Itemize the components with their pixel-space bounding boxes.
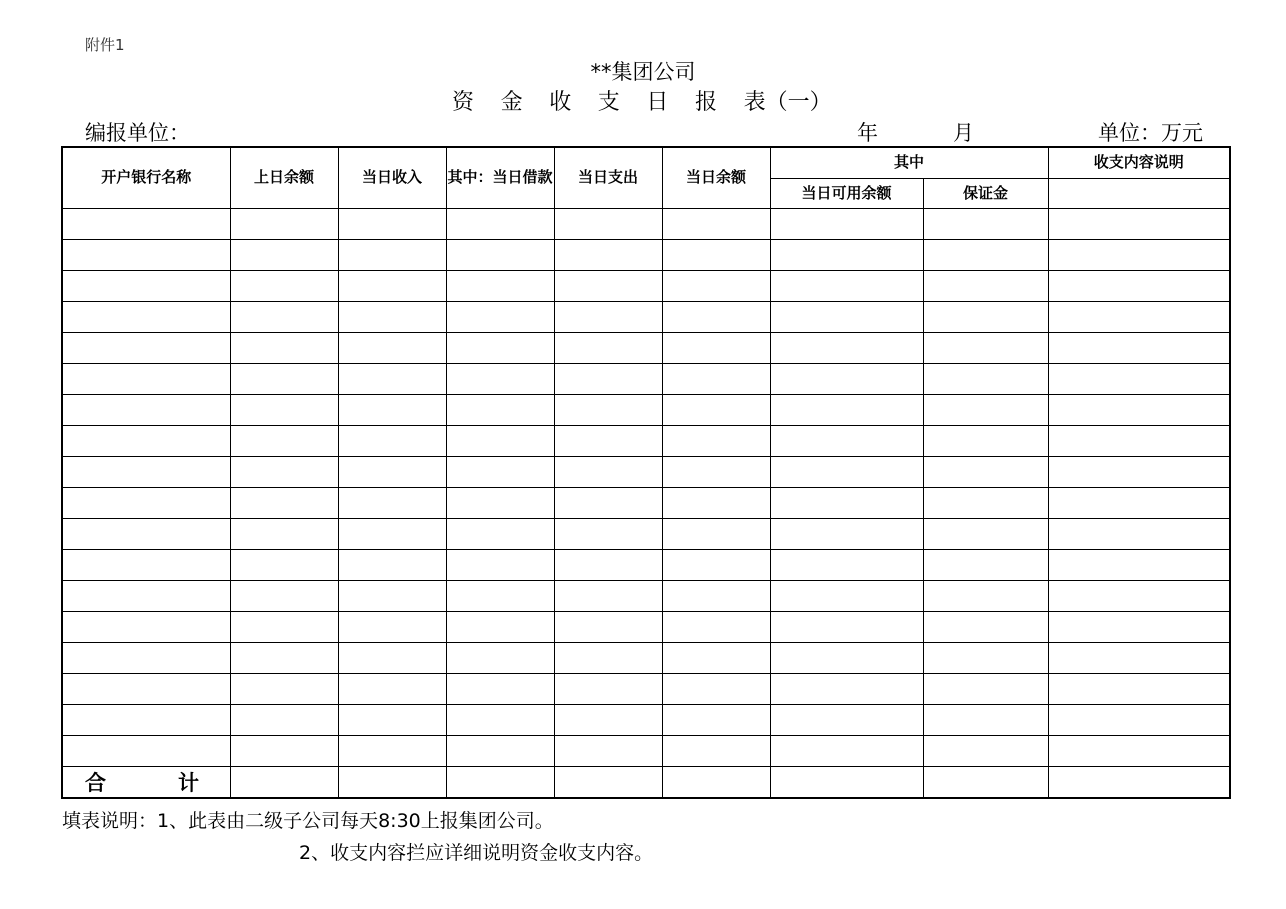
reporting-unit-label: 编报单位： [85,121,190,145]
table-cell[interactable] [446,208,554,239]
table-cell[interactable] [770,487,923,518]
table-cell[interactable] [62,208,230,239]
table-cell[interactable] [923,735,1048,766]
table-cell[interactable] [923,518,1048,549]
table-cell[interactable] [62,549,230,580]
table-row [62,580,1230,611]
table-cell[interactable] [554,611,662,642]
table-cell[interactable] [923,425,1048,456]
table-cell[interactable] [554,642,662,673]
table-cell[interactable] [1048,301,1230,332]
table-cell[interactable] [1048,270,1230,301]
table-cell[interactable] [770,611,923,642]
table-cell[interactable] [338,332,446,363]
table-cell[interactable] [230,456,338,487]
table-cell[interactable] [770,394,923,425]
table-cell[interactable] [230,580,338,611]
total-label [62,766,230,798]
table-cell[interactable] [62,673,230,704]
table-cell[interactable] [923,766,1048,798]
table-cell[interactable] [446,487,554,518]
table-cell[interactable] [446,425,554,456]
table-cell[interactable] [770,456,923,487]
table-cell[interactable] [662,673,770,704]
table-cell[interactable] [554,673,662,704]
table-cell[interactable] [770,332,923,363]
table-cell[interactable] [1048,425,1230,456]
table-cell[interactable] [338,642,446,673]
table-cell[interactable] [770,425,923,456]
table-cell[interactable] [554,425,662,456]
table-cell[interactable] [230,673,338,704]
table-cell[interactable] [923,549,1048,580]
table-cell[interactable] [662,580,770,611]
table-row [62,363,1230,394]
table-cell[interactable] [923,208,1048,239]
header-bank-name: 开户银行名称 [62,147,230,208]
year-label: 年 [857,121,878,145]
table-cell[interactable] [770,704,923,735]
table-cell[interactable] [554,580,662,611]
table-cell[interactable] [554,394,662,425]
table-cell[interactable] [446,270,554,301]
table-cell[interactable] [923,611,1048,642]
table-cell[interactable] [62,394,230,425]
table-cell[interactable] [1048,456,1230,487]
table-cell[interactable] [62,580,230,611]
table-row [62,394,1230,425]
table-cell[interactable] [446,642,554,673]
table-cell[interactable] [554,239,662,270]
table-cell[interactable] [338,270,446,301]
table-cell[interactable] [770,735,923,766]
header-loan: 其中：当日借款 [446,147,554,208]
total-label-b: 计 [178,770,199,795]
header-description-sub [1048,178,1230,208]
table-row [62,239,1230,270]
table-cell[interactable] [230,735,338,766]
table-cell[interactable] [554,270,662,301]
table-cell[interactable] [446,549,554,580]
table-cell[interactable] [923,332,1048,363]
table-cell[interactable] [662,456,770,487]
table-cell[interactable] [554,766,662,798]
table-row [62,425,1230,456]
table-cell[interactable] [662,270,770,301]
table-cell[interactable] [338,549,446,580]
table-cell[interactable] [662,766,770,798]
table-cell[interactable] [1048,735,1230,766]
table-cell[interactable] [446,704,554,735]
table-cell[interactable] [1048,766,1230,798]
title-char: 日 [646,90,669,115]
title-char: 收 [549,90,572,115]
header-deposit: 保证金 [923,178,1048,208]
table-cell[interactable] [923,704,1048,735]
table-cell[interactable] [62,301,230,332]
table-cell[interactable] [230,425,338,456]
table-row [62,704,1230,735]
table-cell[interactable] [662,549,770,580]
table-cell[interactable] [446,611,554,642]
table-cell[interactable] [554,704,662,735]
table-cell[interactable] [554,549,662,580]
table-cell[interactable] [923,239,1048,270]
table-cell[interactable] [770,270,923,301]
header-balance: 当日余额 [662,147,770,208]
table-cell[interactable] [923,487,1048,518]
table-cell[interactable] [1048,549,1230,580]
table-cell[interactable] [446,363,554,394]
table-cell[interactable] [554,363,662,394]
notes-line-1: 填表说明：1、此表由二级子公司每天8:30上报集团公司。 [62,810,554,832]
table-cell[interactable] [554,487,662,518]
table-cell[interactable] [1048,642,1230,673]
table-cell[interactable] [62,332,230,363]
table-row [62,301,1230,332]
table-cell[interactable] [770,673,923,704]
table-cell[interactable] [230,332,338,363]
table-cell[interactable] [62,518,230,549]
table-cell[interactable] [230,270,338,301]
table-cell[interactable] [338,487,446,518]
table-cell[interactable] [338,363,446,394]
currency-unit-label: 单位：万元 [1098,121,1203,145]
table-cell[interactable] [1048,239,1230,270]
table-cell[interactable] [923,456,1048,487]
table-cell[interactable] [1048,332,1230,363]
header-prev-balance: 上日余额 [230,147,338,208]
table-cell[interactable] [662,425,770,456]
table-cell[interactable] [554,518,662,549]
table-cell[interactable] [770,580,923,611]
table-cell[interactable] [338,766,446,798]
table-cell[interactable] [338,456,446,487]
table-cell[interactable] [62,456,230,487]
table-cell[interactable] [338,239,446,270]
table-cell[interactable] [446,332,554,363]
table-cell[interactable] [662,487,770,518]
table-row [62,270,1230,301]
title-char: 支 [597,90,620,115]
table-cell[interactable] [770,549,923,580]
table-cell[interactable] [338,673,446,704]
table-row [62,642,1230,673]
table-row [62,456,1230,487]
table-cell[interactable] [1048,518,1230,549]
title-char: 报 [694,90,717,115]
table-row [62,518,1230,549]
table-cell[interactable] [1048,363,1230,394]
table-cell[interactable] [770,766,923,798]
table-cell[interactable] [1048,208,1230,239]
table-row [62,673,1230,704]
table-cell[interactable] [662,239,770,270]
table-cell[interactable] [338,518,446,549]
table-cell[interactable] [446,735,554,766]
table-cell[interactable] [62,704,230,735]
table-cell[interactable] [62,425,230,456]
table-cell[interactable] [230,394,338,425]
table-cell[interactable] [338,611,446,642]
title-char: 金 [500,90,523,115]
table-cell[interactable] [230,518,338,549]
header-description: 收支内容说明 [1048,147,1230,178]
table-cell[interactable] [230,611,338,642]
table-cell[interactable] [446,673,554,704]
table-row [62,735,1230,766]
table-cell[interactable] [230,487,338,518]
table-cell[interactable] [338,735,446,766]
table-cell[interactable] [662,642,770,673]
table-cell[interactable] [446,580,554,611]
table-cell[interactable] [230,642,338,673]
header-expense: 当日支出 [554,147,662,208]
table-cell[interactable] [446,301,554,332]
header-of-which: 其中 [770,147,1048,178]
table-cell[interactable] [554,208,662,239]
month-label: 月 [953,121,974,145]
table-cell[interactable] [923,363,1048,394]
table-cell[interactable] [230,301,338,332]
table-cell[interactable] [62,270,230,301]
table-cell[interactable] [446,394,554,425]
table-cell[interactable] [770,208,923,239]
table-cell[interactable] [770,239,923,270]
table-cell[interactable] [338,425,446,456]
table-cell[interactable] [662,208,770,239]
table-cell[interactable] [446,456,554,487]
table-cell[interactable] [338,394,446,425]
table-cell[interactable] [554,735,662,766]
notes-line-2: 2、收支内容拦应详细说明资金收支内容。 [299,842,654,864]
table-cell[interactable] [230,549,338,580]
table-cell[interactable] [338,208,446,239]
attachment-label: 附件1 [85,36,125,54]
table-cell[interactable] [230,208,338,239]
table-cell[interactable] [662,518,770,549]
table-row [62,332,1230,363]
table-cell[interactable] [338,301,446,332]
table-cell[interactable] [338,580,446,611]
table-row [62,487,1230,518]
total-row [62,766,1230,798]
table-cell[interactable] [62,239,230,270]
report-title [452,85,832,116]
table-cell[interactable] [770,363,923,394]
table-cell[interactable] [923,270,1048,301]
header-available-balance: 当日可用余额 [770,178,923,208]
table-cell[interactable] [338,704,446,735]
table-cell[interactable] [230,239,338,270]
table-cell[interactable] [230,363,338,394]
title-char: 资 [452,90,475,115]
cash-report-table [61,146,1231,799]
table-cell[interactable] [1048,673,1230,704]
title-char: 表（一） [743,90,832,115]
table-row [62,208,1230,239]
table-cell[interactable] [662,332,770,363]
table-cell[interactable] [1048,611,1230,642]
table-cell[interactable] [662,611,770,642]
table-cell[interactable] [662,735,770,766]
table-cell[interactable] [446,518,554,549]
table-cell[interactable] [62,611,230,642]
table-cell[interactable] [230,766,338,798]
table-cell[interactable] [62,487,230,518]
table-cell[interactable] [923,642,1048,673]
table-cell[interactable] [446,766,554,798]
table-cell[interactable] [770,518,923,549]
table-cell[interactable] [62,642,230,673]
table-cell[interactable] [62,735,230,766]
table-cell[interactable] [554,301,662,332]
table-cell[interactable] [446,239,554,270]
table-cell[interactable] [770,301,923,332]
table-cell[interactable] [62,363,230,394]
table-cell[interactable] [554,332,662,363]
header-income: 当日收入 [338,147,446,208]
table-cell[interactable] [1048,580,1230,611]
table-cell[interactable] [923,580,1048,611]
total-label-a: 合 [85,770,106,795]
table-cell[interactable] [662,363,770,394]
table-cell[interactable] [662,394,770,425]
table-cell[interactable] [554,456,662,487]
table-cell[interactable] [923,394,1048,425]
table-cell[interactable] [923,673,1048,704]
table-row [62,611,1230,642]
table-cell[interactable] [1048,704,1230,735]
table-cell[interactable] [770,642,923,673]
table-cell[interactable] [923,301,1048,332]
company-name: **集团公司 [590,60,696,84]
table-cell[interactable] [1048,394,1230,425]
table-cell[interactable] [662,704,770,735]
table-cell[interactable] [662,301,770,332]
table-row [62,549,1230,580]
table-cell[interactable] [1048,487,1230,518]
table-cell[interactable] [230,704,338,735]
